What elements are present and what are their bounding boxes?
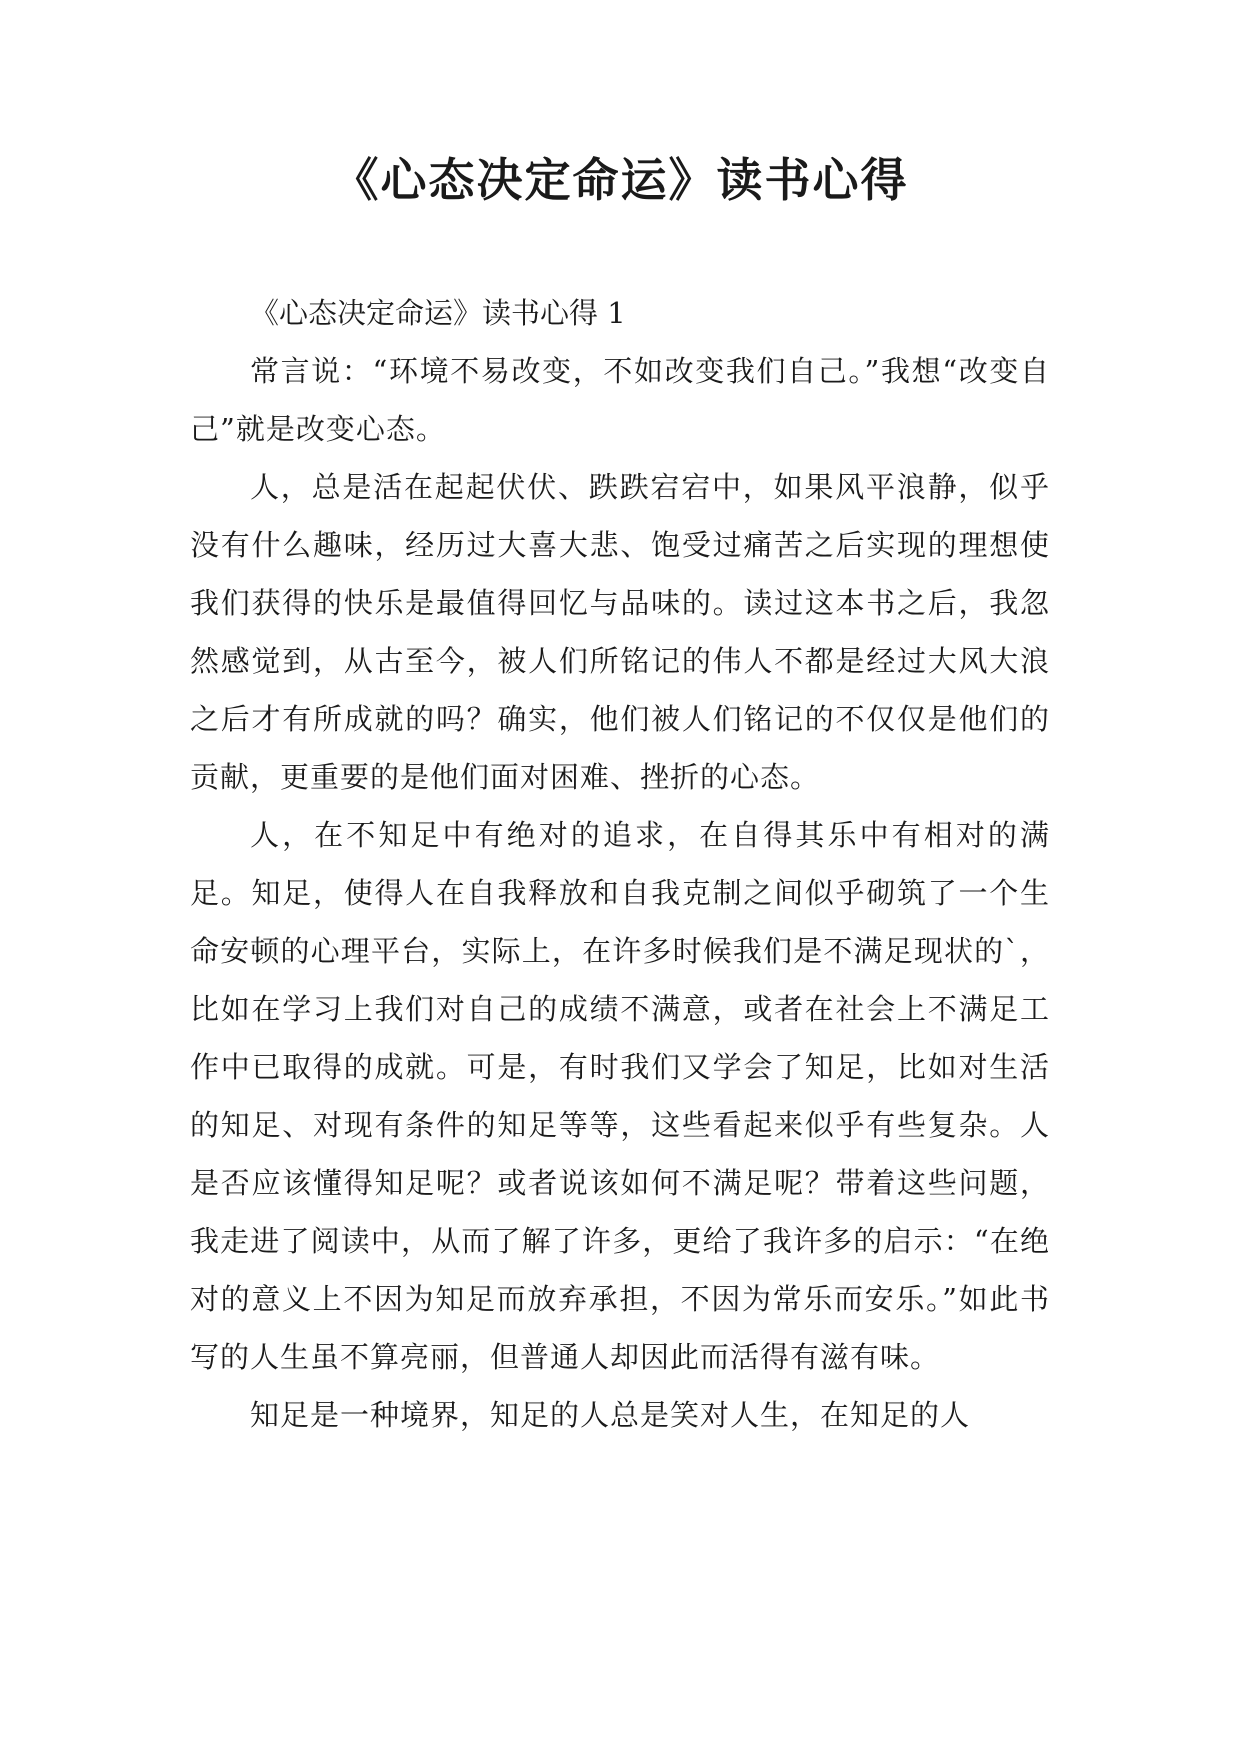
- paragraph-3: 人，在不知足中有绝对的追求，在自得其乐中有相对的满足。知足，使得人在自我释放和自我克制之间似乎砌筑了一个生命安顿的心理平台，实际上，在许多时候我们是不满足现状的`，比如在学习上我们对自己的成绩不满意，或者在社会上不满足工作中已取得的成就。可是，有时我们又学会了知足，比如对生活的知足、对现有条件的知足等等，这些看起来似乎有些复杂。人是否应该懂得知足呢？或者说该如何不满足呢？带着这些问题，我走进了阅读中，从而了解了许多，更给了我许多的启示：“在绝对的意义上不因为知足而放弃承担，不因为常乐而安乐。”如此书写的人生虽不算亮丽，但普通人却因此而活得有滋有味。: [190, 818, 1050, 1374]
- document-body: [190, 284, 1050, 1444]
- paragraph-1: 常言说：“环境不易改变，不如改变我们自己。”我想“改变自己”就是改变心态。: [190, 354, 1050, 446]
- section-subheading: 《心态决定命运》读书心得 1: [250, 296, 626, 330]
- paragraph-2: 人，总是活在起起伏伏、跌跌宕宕中，如果风平浪静，似乎没有什么趣味，经历过大喜大悲、饱受过痛苦之后实现的理想使我们获得的快乐是最值得回忆与品味的。读过这本书之后，我忽然感觉到，从古至今，被人们所铭记的伟人不都是经过大风大浪之后才有所成就的吗？确实，他们被人们铭记的不仅仅是他们的贡献，更重要的是他们面对困难、挫折的心态。: [190, 470, 1050, 794]
- paragraph-4: 知足是一种境界，知足的人总是笑对人生，在知足的人: [250, 1398, 971, 1432]
- document-title: 《心态决定命运》读书心得: [332, 153, 909, 207]
